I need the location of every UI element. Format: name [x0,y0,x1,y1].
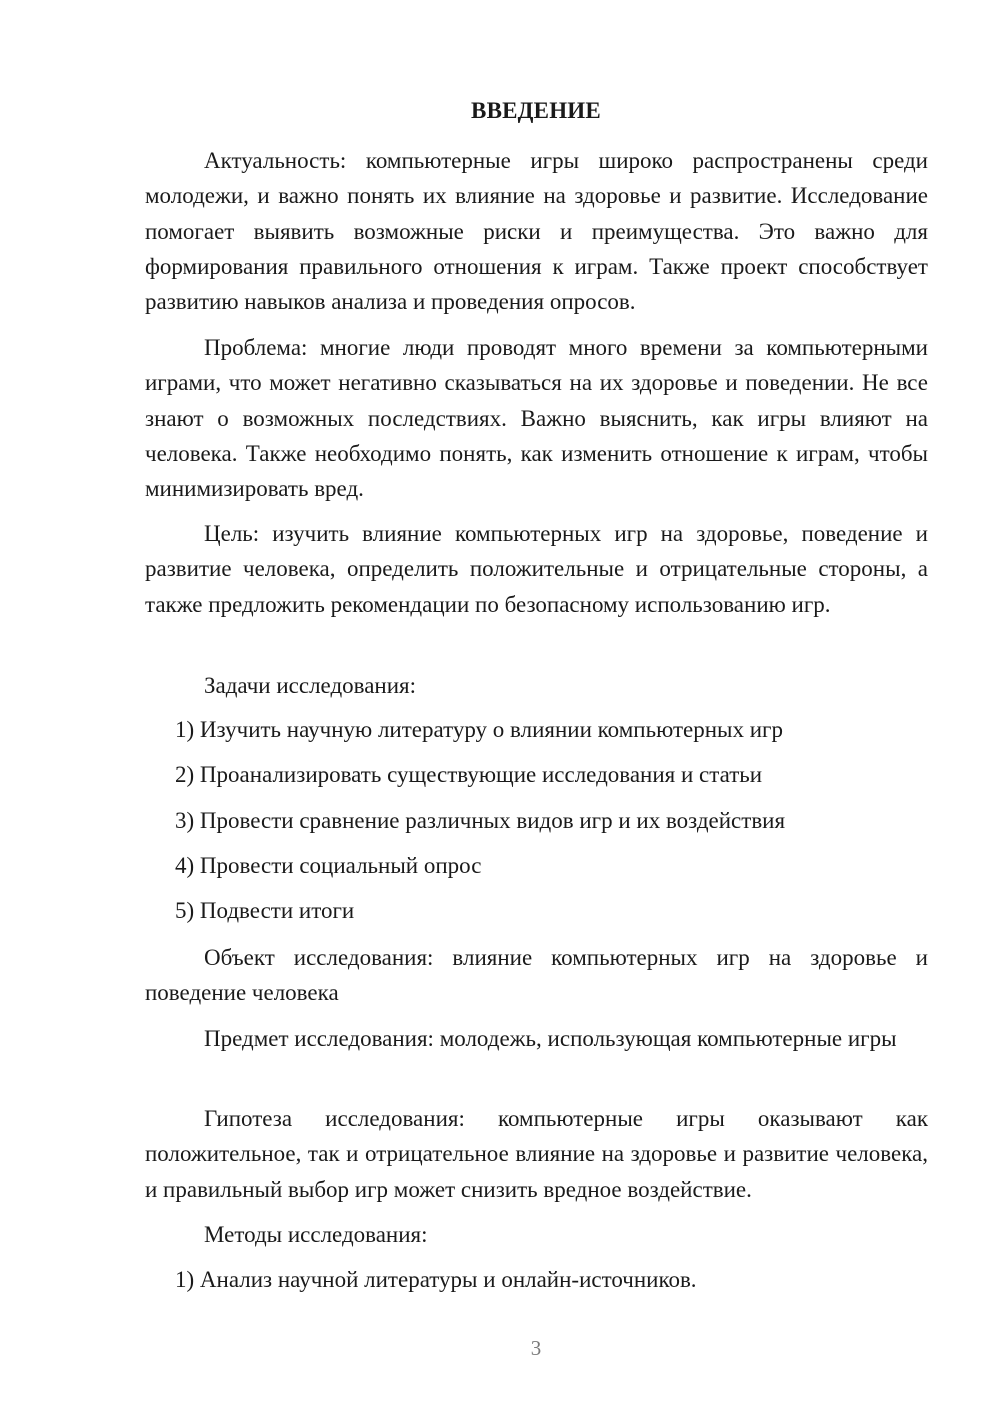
tasks-heading: Задачи исследования: [204,673,417,698]
object-paragraph: Объект исследования: влияние компьютерных игр на здоровье и поведение человека [145,945,928,1006]
method-item-1: 1) Анализ научной литературы и онлайн-источников. [175,1267,697,1292]
subject-paragraph: Предмет исследования: молодежь, использующая компьютерные игры [204,1026,897,1051]
hypothesis-paragraph: Гипотеза исследования: компьютерные игры оказывают как положительное, так и отрицательное влияние на здоровье и развитие человека, и правильный выбор игр может снизить вредное воздействие. [145,1106,928,1202]
page-number: 3 [530,1336,542,1360]
task-item-2: 2) Проанализировать существующие исследования и статьи [175,762,763,787]
goal-paragraph: Цель: изучить влияние компьютерных игр на здоровье, поведение и развитие человека, определить положительные и отрицательные стороны, а также предложить рекомендации по безопасному использованию игр. [145,521,928,617]
task-item-3: 3) Провести сравнение различных видов игр и их воздействия [175,808,786,833]
task-item-1: 1) Изучить научную литературу о влиянии компьютерных игр [175,717,783,742]
problem-paragraph: Проблема: многие люди проводят много времени за компьютерными играми, что может негативно сказываться на их здоровье и поведении. Не все знают о возможных последствиях. Важно выяснить, как игры влияют на человека. Также необходимо понять, как изменить отношение к играм, чтобы минимизировать вред. [145,335,928,502]
methods-heading: Методы исследования: [204,1222,428,1247]
relevance-paragraph: Актуальность: компьютерные игры широко распространены среди молодежи, и важно понять их влияние на здоровье и развитие. Исследование помогает выявить возможные риски и преимущества. Это важно для формирования правильного отношения к играм. Также проект способствует развитию навыков анализа и проведения опросов. [145,148,928,315]
task-item-5: 5) Подвести итоги [175,898,355,923]
task-item-4: 4) Провести социальный опрос [175,853,482,878]
page-title: ВВЕДЕНИЕ [471,98,601,123]
